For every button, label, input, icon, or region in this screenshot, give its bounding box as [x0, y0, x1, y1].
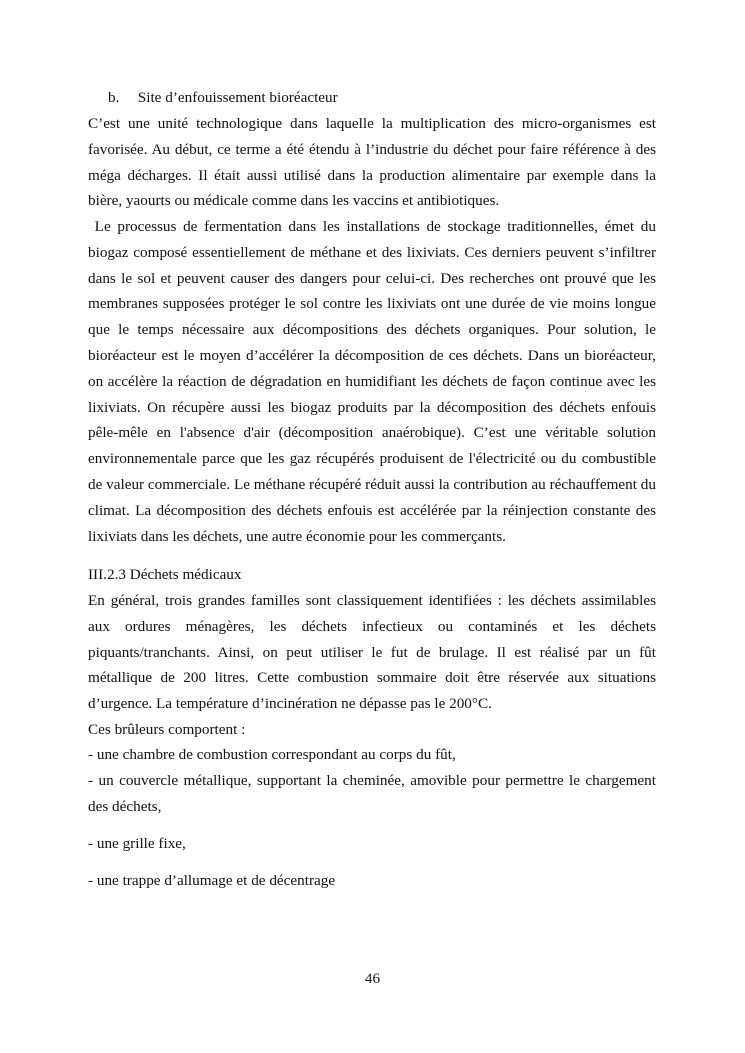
paragraph-medical-waste: En général, trois grandes familles sont classiquement identifiées : les déchets assimilables aux ordures ménagères, les déchets infectieux ou contaminés et les déchets piquants/tranchants. Ainsi, on peut utiliser le fut de brulage. Il est réalisé par un fût métallique de 200 litres. Cette combustion sommaire doit être réservée aux situations d’urgence. La température d’incinération ne dépasse pas le 200°C.: [88, 592, 656, 713]
list-item: - un couvercle métallique, supportant la cheminée, amovible pour permettre le chargement des déchets,: [88, 772, 656, 815]
page-number: 46: [364, 970, 381, 987]
section-title-medical-waste: III.2.3 Déchets médicaux: [88, 566, 242, 583]
list-item: - une grille fixe,: [88, 835, 186, 852]
list-intro: Ces brûleurs comportent :: [88, 721, 246, 738]
paragraph-bioreactor-definition: C’est une unité technologique dans laquelle la multiplication des micro-organismes est favorisée. Au début, ce terme a été étendu à l’industrie du déchet pour faire référence à des méga décharges. Il était aussi utilisé dans la production alimentaire par exemple dans la bière, yaourts ou médicale comme dans les vaccins et antibiotiques.: [88, 115, 656, 210]
list-item: - une trappe d’allumage et de décentrage: [88, 872, 336, 889]
subsection-title: Site d’enfouissement bioréacteur: [137, 89, 338, 106]
paragraph-bioreactor-process: Le processus de fermentation dans les installations de stockage traditionnelles, émet du biogaz composé essentiellement de méthane et des lixiviats. Ces derniers peuvent s’infiltrer dans le sol et peuvent causer des dangers pour celui-ci. Des recherches ont prouvé que les membranes supposées protéger le sol contre les lixiviats ont une durée de vie moins longue que le temps nécessaire aux décompositions des déchets organiques. Pour solution, le bioréacteur est le moyen d’accélérer la décomposition de ces déchets. Dans un bioréacteur, on accélère la réaction de dégradation en humidifiant les déchets de façon continue avec les lixiviats. On récupère aussi les biogaz produits par la décomposition des déchets enfouis pêle-mêle en l'absence d'air (décomposition anaérobique). C’est une véritable solution environnementale parce que les gaz récupérés produisent de l'électricité ou du combustible de valeur commerciale. Le méthane récupéré réduit aussi la contribution au réchauffement du climat. La décomposition des déchets enfouis est accélérée par la réinjection constante des lixiviats dans les déchets, une autre économie pour les commerçants.: [88, 218, 660, 545]
subsection-label: b.: [108, 89, 120, 106]
subsection-heading: [108, 85, 338, 111]
list-item: - une chambre de combustion correspondant au corps du fût,: [88, 746, 456, 763]
